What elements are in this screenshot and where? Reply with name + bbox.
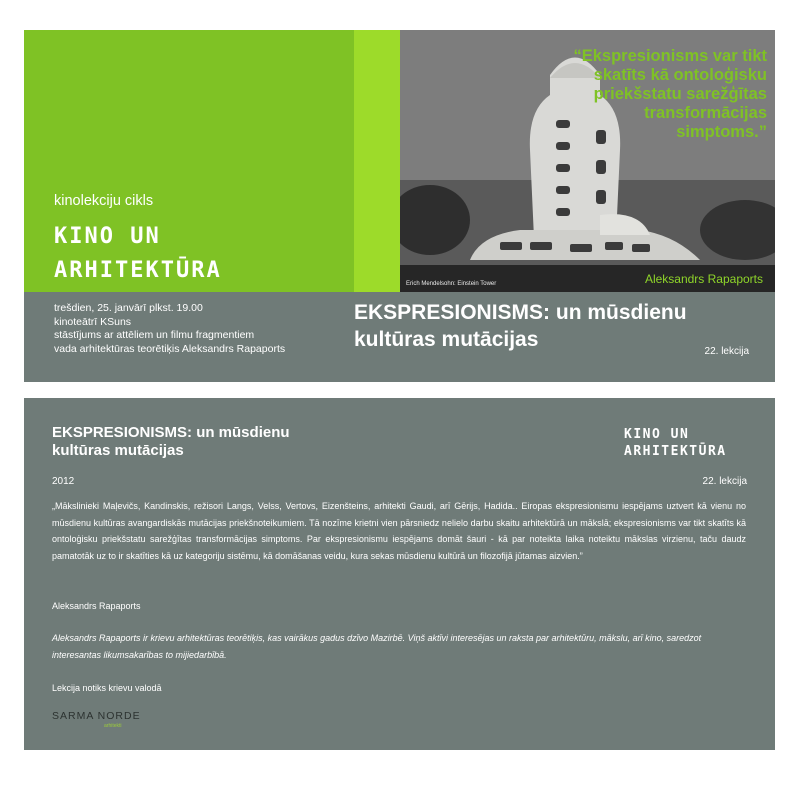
poster-card bbox=[24, 30, 775, 382]
series-logo-line2: ARHITEKTŪRA bbox=[624, 444, 727, 459]
lecture-title-line1: EKSPRESIONISMS: un mūsdienu bbox=[52, 424, 290, 441]
lecture-number: 22. lekcija bbox=[702, 476, 747, 487]
year: 2012 bbox=[52, 476, 75, 487]
series-label: kinolekciju cikls bbox=[54, 193, 154, 209]
author-bio: Aleksandrs Rapaports ir krievu arhitektūras teorētiķis, kas vairākus gadus dzīvo Mazirbē. Viņš aktīvi interesējas un raksta par arhitektūru, mākslu, arī kino, saredzot interesantas likumsakarības to mijiedarbībā. bbox=[52, 633, 702, 660]
quote-text: “Ekspresionisms var tikt skatīts kā ontoloģisku priekšstatu sarežģītas transformācijas simptoms.” bbox=[573, 47, 767, 141]
event-venue: kinoteātrī KSuns bbox=[54, 315, 132, 328]
event-format: stāstījums ar attēliem un filmu fragmentiem bbox=[54, 329, 255, 341]
lecture-title-line2: kultūras mutācijas bbox=[354, 328, 539, 351]
series-title-line1: KINO UN bbox=[54, 224, 161, 249]
green-accent-strip bbox=[354, 30, 400, 292]
description-text: „Mākslinieki Maļevičs, Kandinskis, režisori Langs, Velss, Vertovs, Eizenšteins, arhitekti Gaudi, arī Gērijs, Hadida.. Eiropas ekspresionismu iespējams uztvert kā vienu no mūsdienu kultūras avangardiskās mutācijas priekšnoteikumiem. Tā nozīme krietni vien pārsniedz nelielo darbu skaitu arhitektūrā un mākslā; ekspresionisms var tikt skatīts kā ontoloģisku priekšstatu sarežģītas transformācijas simptoms. Par ekspresionismu iespējams domāt šauri - kā par noteikta laika noteiktu mākslas virzienu, taču daudz pamatotāk uz to ir skatīties kā uz kategoriju sistēmu, kā domāšanas veidu, kura sekas mūsdienu kultūrā un filozofijā jūtamas aizvien.” bbox=[52, 501, 746, 561]
series-logo bbox=[624, 426, 727, 460]
photo-caption: Erich Mendelsohn: Einstein Tower bbox=[406, 281, 497, 287]
series-title bbox=[54, 220, 222, 288]
sponsor-subtitle: arhitekti bbox=[104, 723, 122, 729]
author-name: Aleksandrs Rapaports bbox=[52, 601, 141, 611]
description-card bbox=[24, 398, 775, 750]
series-logo-line1: KINO UN bbox=[624, 427, 690, 442]
einstein-tower-photo bbox=[400, 30, 775, 292]
lecture-title-line2: kultūras mutācijas bbox=[52, 442, 184, 459]
language-note: Lekcija notiks krievu valodā bbox=[52, 683, 162, 693]
event-host: vada arhitektūras teorētiķis Aleksandrs Rapaports bbox=[54, 342, 286, 355]
lecture-title bbox=[354, 299, 764, 353]
lecture-title bbox=[52, 424, 290, 460]
series-title-line2: ARHITEKTŪRA bbox=[54, 258, 222, 283]
sponsor-logo: SARMA NORDE bbox=[52, 710, 141, 722]
event-date: trešdien, 25. janvārī plkst. 19.00 bbox=[54, 302, 203, 314]
lecture-title-line1: EKSPRESIONISMS: un mūsdienu bbox=[354, 301, 687, 324]
event-details bbox=[54, 302, 285, 356]
lecture-number: 22. lekcija bbox=[704, 346, 749, 357]
quote-author: Aleksandrs Rapaports bbox=[644, 272, 763, 286]
